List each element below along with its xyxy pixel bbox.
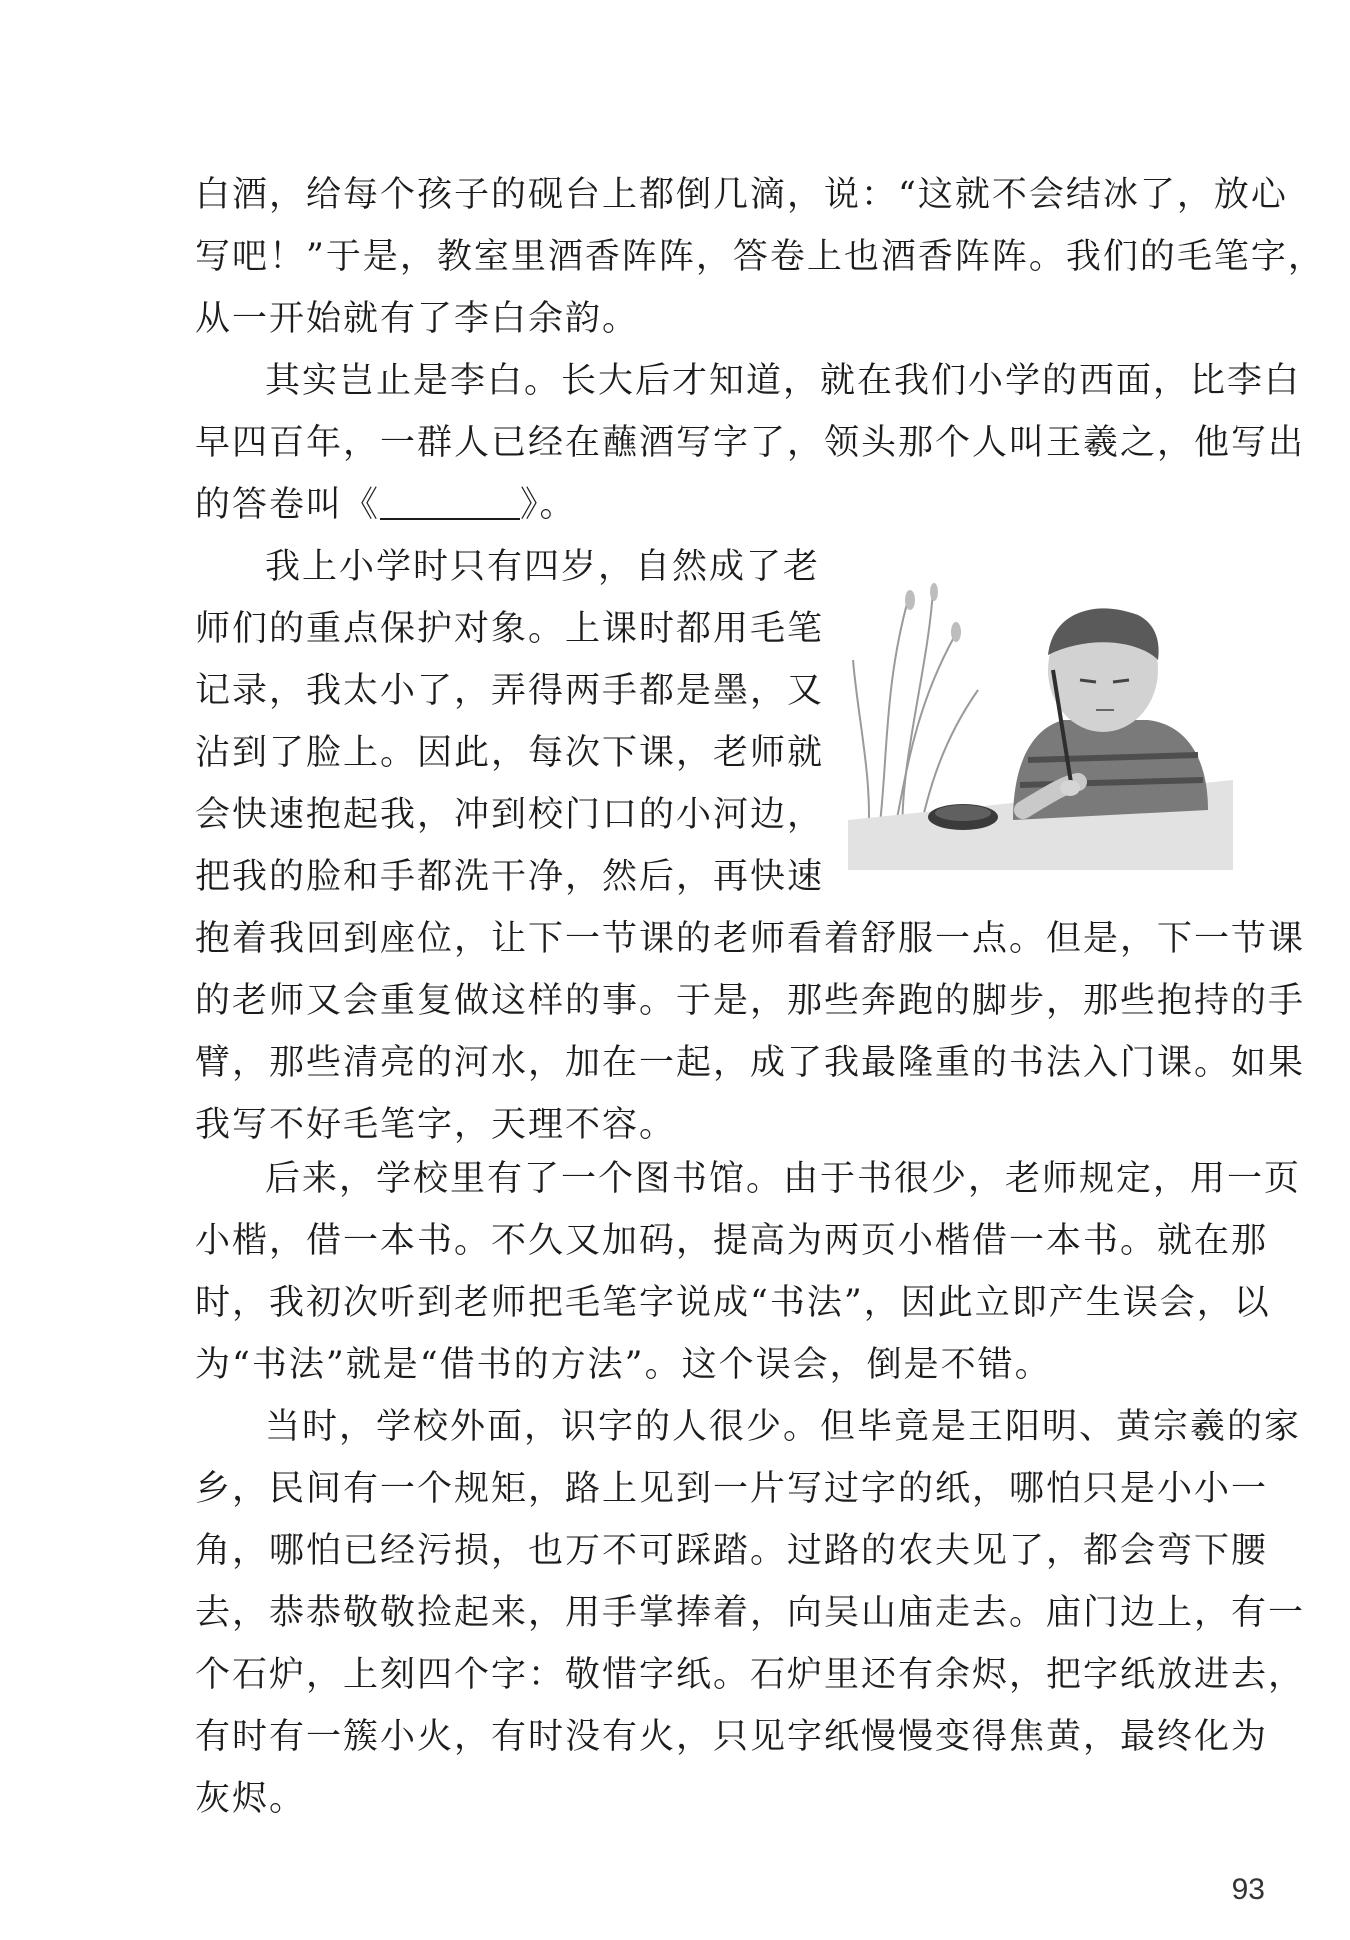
text-line: 从一开始就有了李白余韵。 bbox=[195, 299, 640, 339]
text-fragment: 》。 bbox=[520, 485, 577, 525]
text-line: 沾到了脸上。因此，每次下课，老师就 bbox=[195, 733, 825, 773]
text-line: 早四百年，一群人已经在蘸酒写字了，领头那个人叫王羲之，他写出 bbox=[195, 423, 1306, 463]
text-line: 后来，学校里有了一个图书馆。由于书很少，老师规定，用一页 bbox=[265, 1159, 1302, 1199]
text-line: 当时，学校外面，识字的人很少。但毕竟是王阳明、黄宗羲的家 bbox=[265, 1407, 1302, 1447]
text-line: 时，我初次听到老师把毛笔字说成“书法”，因此立即产生误会，以 bbox=[195, 1283, 1271, 1323]
text-line: 为“书法”就是“借书的方法”。这个误会，倒是不错。 bbox=[195, 1345, 1052, 1385]
text-line: 其实岂止是李白。长大后才知道，就在我们小学的西面，比李白 bbox=[265, 361, 1302, 401]
text-line: 会快速抱起我，冲到校门口的小河边， bbox=[195, 795, 825, 835]
fill-in-blank bbox=[380, 488, 520, 520]
paragraph-1 bbox=[195, 164, 1325, 350]
paragraph-5 bbox=[195, 1148, 1302, 1396]
text-line: 有时有一簇小火，有时没有火，只见字纸慢慢变得焦黄，最终化为 bbox=[195, 1717, 1269, 1757]
paragraph-6 bbox=[195, 1396, 1306, 1830]
child-writing-illustration bbox=[848, 570, 1233, 870]
text-line: 我写不好毛笔字，天理不容。 bbox=[195, 1105, 677, 1145]
text-line: 的老师又会重复做这样的事。于是，那些奔跑的脚步，那些抱持的手 bbox=[195, 981, 1306, 1021]
text-line: 灰烬。 bbox=[195, 1779, 307, 1819]
text-line: 角，哪怕已经污损，也万不可踩踏。过路的农夫见了，都会弯下腰 bbox=[195, 1531, 1269, 1571]
text-line: 白酒，给每个孩子的砚台上都倒几滴，说：“这就不会结冰了，放心 bbox=[195, 175, 1288, 215]
text-line: 记录，我太小了，弄得两手都是墨，又 bbox=[195, 671, 825, 711]
text-line: 我上小学时只有四岁，自然成了老 bbox=[265, 547, 821, 587]
text-fragment: 的答卷叫《 bbox=[195, 485, 381, 525]
text-line: 臂，那些清亮的河水，加在一起，成了我最隆重的书法入门课。如果 bbox=[195, 1043, 1306, 1083]
text-line: 抱着我回到座位，让下一节课的老师看着舒服一点。但是，下一节课 bbox=[195, 919, 1306, 959]
text-line: 小楷，借一本书。不久又加码，提高为两页小楷借一本书。就在那 bbox=[195, 1221, 1269, 1261]
text-line: 师们的重点保护对象。上课时都用毛笔 bbox=[195, 609, 825, 649]
text-line-with-blank bbox=[195, 474, 1235, 536]
text-line: 乡，民间有一个规矩，路上见到一片写过字的纸，哪怕只是小小一 bbox=[195, 1469, 1269, 1509]
text-line: 把我的脸和手都洗干净，然后，再快速 bbox=[195, 857, 825, 897]
text-line: 写吧！”于是，教室里酒香阵阵，答卷上也酒香阵阵。我们的毛笔字， bbox=[195, 237, 1325, 277]
text-line: 去，恭恭敬敬捡起来，用手掌捧着，向吴山庙走去。庙门边上，有一 bbox=[195, 1593, 1306, 1633]
text-line: 个石炉，上刻四个字：敬惜字纸。石炉里还有余烬，把字纸放进去， bbox=[195, 1655, 1306, 1695]
page-number: 93 bbox=[1231, 1873, 1265, 1906]
paragraph-2 bbox=[195, 350, 1306, 536]
paragraph-4 bbox=[195, 908, 1306, 1156]
